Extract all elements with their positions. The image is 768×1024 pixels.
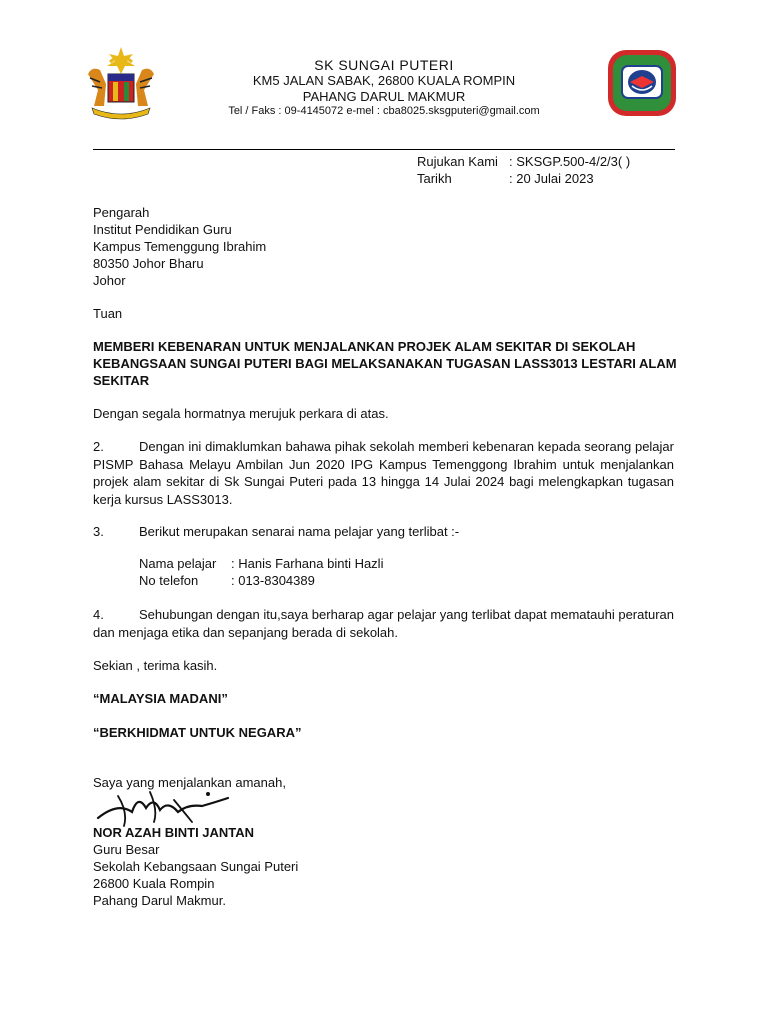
subject-line: SEKITAR	[93, 373, 150, 388]
paragraph-2	[93, 438, 674, 508]
header-divider	[93, 149, 675, 150]
date-label: Tarikh	[417, 171, 452, 186]
paragraph-3	[93, 523, 674, 541]
paragraph-number: 3.	[93, 524, 104, 539]
signer-title: Guru Besar	[93, 842, 160, 857]
paragraph-number: 4.	[93, 607, 104, 622]
paragraph-4	[93, 606, 674, 641]
salutation: Tuan	[93, 306, 123, 321]
slogan-berkhidmat: “BERKHIDMAT UNTUK NEGARA”	[93, 725, 302, 740]
recipient-line: 80350 Johor Bharu	[93, 256, 204, 271]
school-state: PAHANG DARUL MAKMUR	[302, 89, 466, 104]
paragraph-text: Berikut merupakan senarai nama pelajar yang terlibat :-	[139, 524, 460, 539]
paragraph-text: Sehubungan dengan itu,saya berharap agar pelajar yang terlibat dapat mematauhi peraturan dan menjaga etika dan sepanjang berada di sekolah.	[93, 607, 674, 640]
student-phone-label: No telefon	[139, 573, 199, 588]
school-name: SK SUNGAI PUTERI	[314, 57, 454, 73]
signer-city: 26800 Kuala Rompin	[93, 876, 215, 891]
closing-line: Sekian , terima kasih.	[93, 658, 218, 673]
reference-row	[417, 154, 630, 169]
student-name-value: : Hanis Farhana binti Hazli	[231, 556, 384, 571]
student-name-row	[139, 556, 383, 571]
recipient-line: Johor	[93, 273, 126, 288]
date-value: : 20 Julai 2023	[509, 171, 594, 186]
paragraph-text: Dengan ini dimaklumkan bahawa pihak sekolah memberi kebenaran kepada seorang pelajar PISMP Bahasa Melayu Ambilan Jun 2020 IPG Kampus Temenggong Ibrahim untuk menjalankan projek alam sekitar di Sk Sungai Puteri pada 13 hingga 14 Julai 2024 bagi melengkapkan tugasan kerja kursus LASS3013.	[93, 439, 674, 507]
student-name-label: Nama pelajar	[139, 556, 217, 571]
date-row	[417, 171, 594, 186]
paragraph-number: 2.	[93, 439, 104, 454]
school-address: KM5 JALAN SABAK, 26800 KUALA ROMPIN	[252, 73, 516, 88]
slogan-malaysia-madani: “MALAYSIA MADANI”	[93, 691, 228, 706]
subject-line: KEBANGSAAN SUNGAI PUTERI BAGI MELAKSANAKAN TUGASAN LASS3013 LESTARI ALAM	[93, 356, 677, 371]
student-phone-value: : 013-8304389	[231, 573, 315, 588]
signer-name: NOR AZAH BINTI JANTAN	[93, 825, 255, 840]
signer-state: Pahang Darul Makmur.	[93, 893, 226, 908]
opening-line: Dengan segala hormatnya merujuk perkara di atas.	[93, 406, 389, 421]
reference-label: Rujukan Kami	[417, 154, 498, 169]
recipient-line: Institut Pendidikan Guru	[93, 222, 232, 237]
signoff-line: Saya yang menjalankan amanah,	[93, 775, 286, 790]
signer-org: Sekolah Kebangsaan Sungai Puteri	[93, 859, 299, 874]
reference-value: : SKSGP.500-4/2/3( )	[509, 154, 631, 169]
subject-line: MEMBERI KEBENARAN UNTUK MENJALANKAN PROJEK ALAM SEKITAR DI SEKOLAH	[93, 339, 636, 354]
school-contact: Tel / Faks : 09-4145072 e-mel : cba8025.sksgputeri@gmail.com	[228, 105, 540, 117]
recipient-line: Pengarah	[93, 205, 150, 220]
recipient-line: Kampus Temenggung Ibrahim	[93, 239, 267, 254]
student-phone-row	[139, 573, 315, 588]
